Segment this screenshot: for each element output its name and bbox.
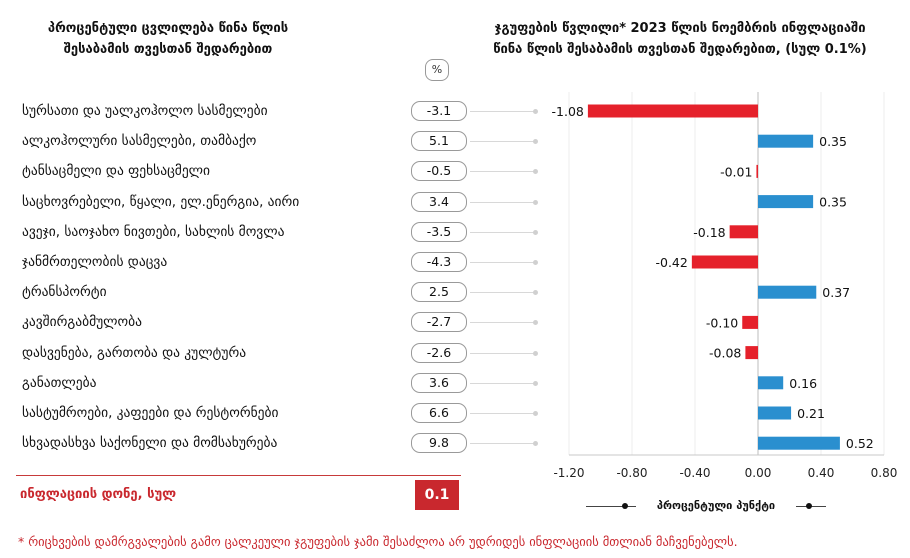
x-tick-label: 0.80 — [870, 466, 898, 480]
row-label: სხვადასხვა საქონელი და მომსახურება — [22, 435, 278, 452]
bar-value-label: -1.08 — [551, 104, 584, 119]
bar — [742, 316, 758, 329]
row-value: -2.6 — [411, 343, 467, 363]
bar — [758, 407, 791, 420]
row-label: სურსათი და უალკოჰოლო სასმელები — [22, 103, 268, 119]
row-label: კავშირგაბმულობა — [22, 314, 143, 331]
row-label: სასტუმროები, კაფეები და რესტორნები — [22, 405, 279, 421]
bar — [758, 286, 816, 299]
bar-value-label: 0.16 — [789, 375, 818, 391]
inflation-label: ინფლაციის დონე, სულ — [20, 487, 177, 502]
row-value: 5.1 — [411, 131, 467, 151]
percent-badge: % — [425, 59, 449, 81]
row-value: -4.3 — [411, 252, 467, 272]
bar-value-label: -0.08 — [709, 345, 742, 361]
x-tick-label: -1.20 — [553, 466, 585, 480]
left-title-line2: შესაბამის თვესთან შედარებით — [63, 42, 273, 57]
bar-value-label: -0.01 — [720, 164, 753, 180]
inflation-value: 0.1 — [415, 480, 459, 510]
row-label: ტანსაცმელი და ფეხსაცმელი — [22, 163, 211, 180]
row-label: დასვენება, გართობა და კულტურა — [22, 344, 247, 361]
row-value: 2.5 — [411, 282, 467, 302]
bar-value-label: 0.52 — [845, 436, 874, 452]
bar-value-label: 0.37 — [822, 285, 851, 301]
left-title-line1: პროცენტული ცვლილება წინა წლის — [47, 21, 289, 36]
row-label: ალკოჰოლური სასმელები, თამბაქო — [22, 133, 257, 150]
x-tick-label: -0.80 — [616, 466, 648, 480]
row-value: -3.1 — [411, 101, 467, 121]
bar-value-label: -0.18 — [693, 224, 726, 240]
row-label: ტრანსპორტი — [22, 284, 107, 301]
footnote: * რიცხვების დამრგვალების გამო ცალკეული ჯგუფების ჯამი შესაძლოა არ უდრიდეს ინფლაციის მთლიან მაჩვენებელს. — [18, 534, 738, 549]
row-label: ჯანმრთელობის დაცვა — [22, 254, 168, 270]
row-value: -2.7 — [411, 312, 467, 332]
row-value: 9.8 — [411, 433, 467, 453]
bar — [745, 346, 758, 359]
x-tick-label: 0.00 — [744, 466, 772, 480]
bar — [758, 376, 783, 389]
axis-caption-dot-right — [806, 503, 812, 509]
bar-value-label: 0.35 — [819, 194, 847, 210]
row-value: -0.5 — [411, 161, 467, 181]
bar — [730, 225, 758, 238]
bar — [756, 165, 758, 178]
axis-caption-text: პროცენტული პუნქტი — [636, 499, 796, 513]
x-tick-label: 0.40 — [807, 466, 835, 480]
inflation-separator — [16, 475, 461, 476]
chart-title-line1: ჯგუფების წვლილი* 2023 წლის ნოემბრის ინფლაციაში — [494, 21, 866, 36]
axis-caption-dot-left — [622, 503, 628, 509]
bar-value-label: -0.10 — [705, 315, 739, 331]
row-value: 3.6 — [411, 373, 467, 393]
bar-value-label: 0.21 — [797, 406, 825, 421]
bar — [758, 195, 813, 208]
row-label: ავეჯი, საოჯახო ნივთები, სახლის მოვლა — [22, 223, 285, 240]
row-value: 3.4 — [411, 192, 467, 212]
bar — [758, 135, 813, 148]
row-value: -3.5 — [411, 222, 467, 242]
row-label: განათლება — [22, 374, 97, 391]
bar — [692, 256, 758, 269]
row-value: 6.6 — [411, 403, 467, 423]
bar-value-label: 0.35 — [819, 134, 847, 150]
x-tick-label: -0.40 — [679, 466, 711, 480]
bar — [588, 105, 758, 118]
chart-title-line2: წინა წლის შესაბამის თვესთან შედარებით, (სულ 0.1%) — [493, 42, 867, 57]
bar-value-label: -0.42 — [655, 255, 688, 270]
row-label: საცხოვრებელი, წყალი, ელ.ენერგია, აირი — [22, 193, 300, 210]
axis-caption — [586, 499, 826, 513]
bar — [758, 437, 840, 450]
